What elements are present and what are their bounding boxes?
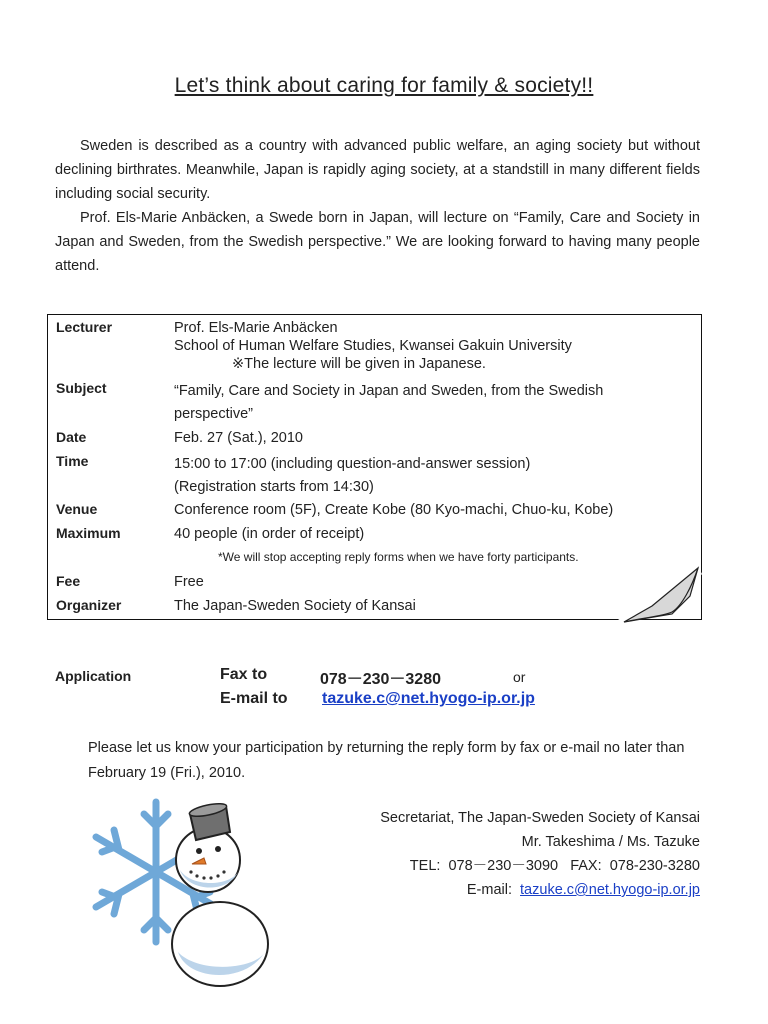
venue-value: Conference room (5F), Create Kobe (80 Kyo-machi, Chuo-ku, Kobe) [174,502,614,518]
application-email-link[interactable]: tazuke.c@net.hyogo-ip.or.jp [322,690,535,707]
time-label: Time [56,453,89,469]
maximum-value: 40 people (in order of receipt) [174,526,365,542]
fax-number: 078－230－3280 [320,671,441,688]
date-label: Date [56,429,87,445]
registration-time: (Registration starts from 14:30) [174,479,374,495]
page-fold-icon [612,566,704,624]
date-value: Feb. 27 (Sat.), 2010 [174,430,303,446]
organizer-label: Organizer [56,597,122,613]
venue-label: Venue [56,501,98,517]
intro-paragraph-2: Prof. Els-Marie Anbäcken, a Swede born in Japan, will lecture on “Family, Care and Society in Japan and Sweden, from the Swedish perspective.” We are looking forward to having many people attend. [55,210,700,274]
email-label: E-mail to [220,690,288,707]
application-label: Application [55,668,132,684]
secretariat-contact [280,806,700,902]
secretariat-email-line [280,878,700,902]
subject-line-1: “Family, Care and Society in Japan and Sweden, from the Swedish [174,383,604,399]
intro-paragraph-1: Sweden is described as a country with advanced public welfare, an aging society but without declining birthrates. Meanwhile, Japan is rapidly aging society, at a standstill in many different fields including social security. [55,138,700,202]
secretariat-email-prefix: E-mail: [466,882,521,898]
lecturer-affiliation: School of Human Welfare Studies, Kwansei Gakuin University [174,338,572,354]
maximum-label: Maximum [56,525,121,541]
fee-label: Fee [56,573,81,589]
maximum-note: *We will stop accepting reply forms when we have forty participants. [218,550,579,564]
intro-text [55,134,700,278]
subject-label: Subject [56,380,107,396]
secretariat-tel-fax: TEL: 078－230－3090 FAX: 078-230-3280 [409,858,700,874]
subject-line-2: perspective” [174,406,253,422]
secretariat-contacts: Mr. Takeshima / Ms. Tazuke [521,834,700,850]
fax-label: Fax to [220,666,268,683]
lecturer-name: Prof. Els-Marie Anbäcken [174,320,338,336]
or-text: or [513,669,526,685]
time-value: 15:00 to 17:00 (including question-and-answer session) [174,456,531,472]
event-details-box [47,314,702,620]
fee-value: Free [174,574,204,590]
bucket-hat-icon [188,801,230,840]
secretariat-email-link[interactable]: tazuke.c@net.hyogo-ip.or.jp [520,882,700,898]
page-title: Let’s think about caring for family & society!! [174,74,594,97]
secretariat-name: Secretariat, The Japan-Sweden Society of Kansai [380,810,700,826]
snowman-illustration [88,792,278,992]
lecturer-label: Lecturer [56,319,113,335]
reply-deadline-notice: Please let us know your participation by returning the reply form by fax or e-mail no later than February 19 (Fri.), 2010. [88,740,685,781]
lecturer-language-note: ※The lecture will be given in Japanese. [232,356,486,372]
organizer-value: The Japan-Sweden Society of Kansai [174,598,416,614]
